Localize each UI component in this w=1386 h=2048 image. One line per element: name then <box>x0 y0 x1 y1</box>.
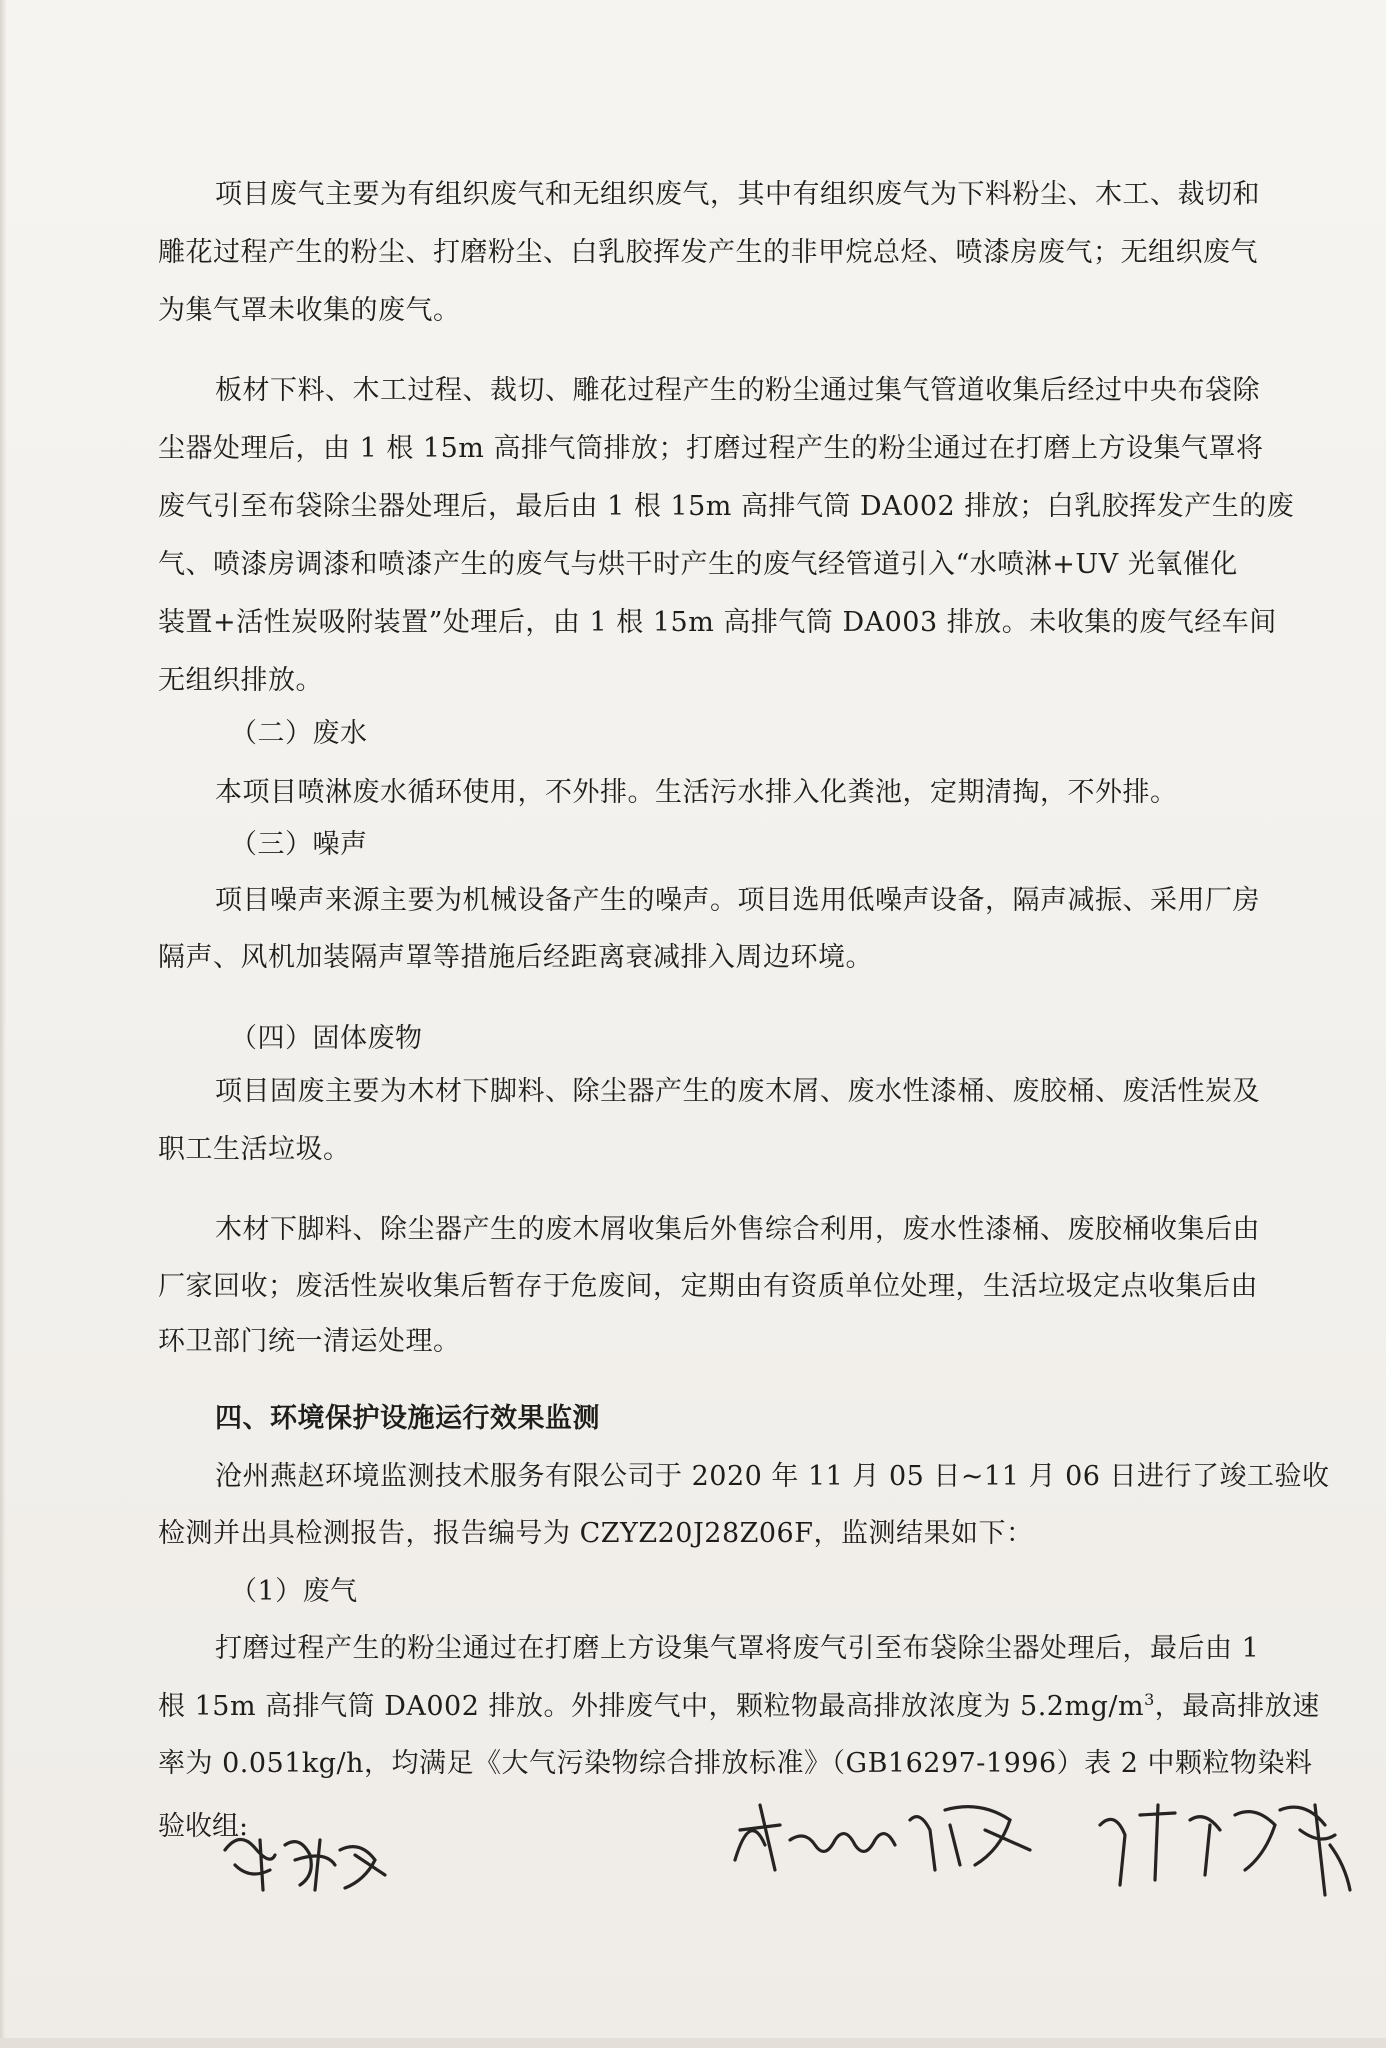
signature-1 <box>215 1820 395 1899</box>
text-line: 沧州燕赵环境监测技术服务有限公司于 2020 年 11 月 05 日~11 月 06 日进行了竣工验收 <box>215 1461 1330 1492</box>
signature-2 <box>720 1790 1050 1889</box>
text-line: 厂家回收；废活性炭收集后暂存于危废间，定期由有资质单位处理，生活垃圾定点收集后由 <box>158 1271 1258 1302</box>
text-line: 气、喷漆房调漆和喷漆产生的废气与烘干时产生的废气经管道引入“水喷淋+UV 光氧催化 <box>158 549 1238 580</box>
subheading-exhaust-gas: （1）废气 <box>230 1576 358 1607</box>
text-line: 打磨过程产生的粉尘通过在打磨上方设集气罩将废气引至布袋除尘器处理后，最后由 1 <box>215 1633 1260 1664</box>
text-line: 雕花过程产生的粉尘、打磨粉尘、白乳胶挥发产生的非甲烷总烃、喷漆房废气；无组织废气 <box>158 237 1258 268</box>
text-line: 项目噪声来源主要为机械设备产生的噪声。项目选用低噪声设备，隔声减振、采用厂房 <box>215 885 1260 916</box>
superscript: 3 <box>1144 1690 1155 1709</box>
section-heading: 四、环境保护设施运行效果监测 <box>215 1403 600 1434</box>
text-line: 率为 0.051kg/h，均满足《大气污染物综合排放标准》（GB16297-1996）表 2 中颗粒物染料 <box>158 1748 1313 1779</box>
acceptance-group-label: 验收组: <box>158 1811 249 1842</box>
signature-3 <box>1080 1785 1360 1909</box>
text-segment: 根 15m 高排气筒 DA002 排放。外排废气中，颗粒物最高排放浓度为 5.2mg/m <box>158 1691 1145 1722</box>
subheading-wastewater: （二）废水 <box>230 718 368 749</box>
text-line: 项目废气主要为有组织废气和无组织废气，其中有组织废气为下料粉尘、木工、裁切和 <box>215 179 1260 210</box>
text-line: 尘器处理后，由 1 根 15m 高排气筒排放；打磨过程产生的粉尘通过在打磨上方设集气罩将 <box>158 433 1264 464</box>
text-line <box>158 1690 1320 1724</box>
text-line: 装置+活性炭吸附装置”处理后，由 1 根 15m 高排气筒 DA003 排放。未收集的废气经车间 <box>158 607 1277 638</box>
text-line: 检测并出具检测报告，报告编号为 CZYZ20J28Z06F，监测结果如下： <box>158 1518 1034 1549</box>
subheading-solid-waste: （四）固体废物 <box>230 1023 423 1054</box>
text-line: 隔声、风机加装隔声罩等措施后经距离衰减排入周边环境。 <box>158 942 873 973</box>
subheading-noise: （三）噪声 <box>230 829 368 860</box>
page-edge <box>0 0 6 2048</box>
text-line: 无组织排放。 <box>158 665 323 696</box>
text-line: 木材下脚料、除尘器产生的废木屑收集后外售综合利用，废水性漆桶、废胶桶收集后由 <box>215 1214 1260 1245</box>
text-line: 板材下料、木工过程、裁切、雕花过程产生的粉尘通过集气管道收集后经过中央布袋除 <box>215 375 1260 406</box>
text-segment: ，最高排放速 <box>1154 1691 1320 1722</box>
text-line: 废气引至布袋除尘器处理后，最后由 1 根 15m 高排气筒 DA002 排放；白乳胶挥发产生的废 <box>158 491 1295 522</box>
text-line: 项目固废主要为木材下脚料、除尘器产生的废木屑、废水性漆桶、废胶桶、废活性炭及 <box>215 1076 1260 1107</box>
text-line: 本项目喷淋废水循环使用，不外排。生活污水排入化粪池，定期清掏，不外排。 <box>215 777 1178 808</box>
page-bottom-edge <box>0 2038 1386 2048</box>
text-line: 职工生活垃圾。 <box>158 1134 351 1165</box>
text-line: 环卫部门统一清运处理。 <box>158 1326 461 1357</box>
text-line: 为集气罩未收集的废气。 <box>158 295 461 326</box>
